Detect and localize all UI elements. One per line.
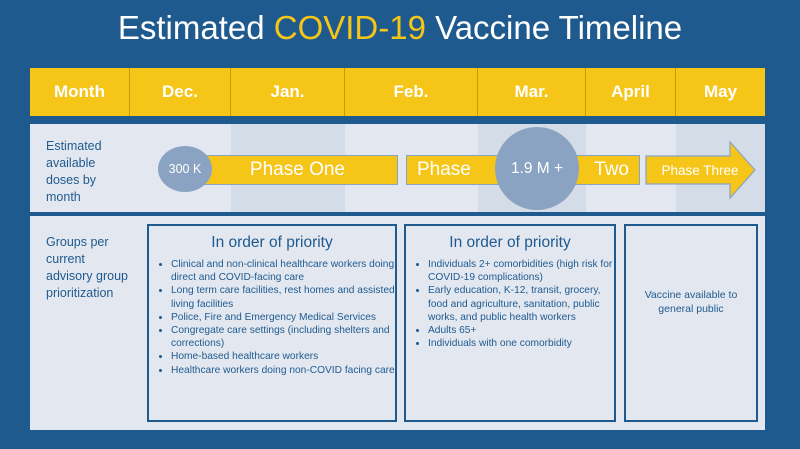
phase-one-box: [147, 224, 397, 422]
phase-two-heading: In order of priority: [449, 234, 571, 251]
header-april: April: [586, 68, 676, 116]
title-suffix: Vaccine Timeline: [425, 9, 683, 46]
list-item: • Police, Fire and Emergency Medical Services: [171, 311, 395, 324]
phase-two-label-a: Phase: [417, 159, 471, 180]
header-mar: Mar.: [478, 68, 586, 116]
header-month: Month: [30, 68, 130, 116]
phase-one-bar: [190, 155, 398, 185]
list-item: • Clinical and non-clinical healthcare workers doing direct and COVID-facing care: [171, 258, 395, 284]
list-item: • Congregate care settings (including shelters and corrections): [171, 324, 395, 350]
title-prefix: Estimated: [117, 9, 274, 46]
phase-two-box: [404, 224, 616, 422]
phase-three-box: [624, 224, 758, 422]
header-feb: Feb.: [345, 68, 478, 116]
list-item: • Adults 65+: [428, 324, 614, 337]
phase-three-label: Phase Three: [661, 162, 739, 178]
phase-one-heading: In order of priority: [211, 234, 333, 251]
list-item: • Home-based healthcare workers: [171, 350, 395, 363]
list-item: • Healthcare workers doing non-COVID facing care: [171, 364, 395, 377]
list-item: • Individuals 2+ comorbidities (high risk for COVID-19 complications): [428, 258, 614, 284]
phase-one-list: [149, 258, 395, 377]
list-item: • Early education, K-12, transit, grocery, food and agriculture, sanitation, public works, and public health workers: [428, 284, 614, 324]
dose-circle-300k: [158, 146, 212, 192]
list-item: • Individuals with one comorbidity: [428, 337, 614, 350]
dose-circle-300k-label: 300 K: [168, 162, 202, 176]
header-may: May: [676, 68, 765, 116]
title-highlight: COVID-19: [273, 9, 426, 46]
page-title: [0, 6, 800, 50]
phase-two-list: [406, 258, 614, 350]
doses-row-label: Estimated available doses by month: [46, 139, 102, 204]
phase-two-label-b: Two: [594, 159, 629, 180]
header-dec: Dec.: [130, 68, 231, 116]
header-jan: Jan.: [231, 68, 345, 116]
phase-three-text: Vaccine available to general public: [644, 289, 738, 315]
dose-circle-1-9m-label: 1.9 M +: [510, 159, 564, 177]
groups-row-label: Groups per current advisory group prioritization: [46, 235, 128, 300]
list-item: • Long term care facilities, rest homes and assisted living facilities: [171, 284, 395, 310]
dose-circle-1-9m: [495, 127, 579, 210]
phase-one-label: Phase One: [249, 159, 345, 180]
